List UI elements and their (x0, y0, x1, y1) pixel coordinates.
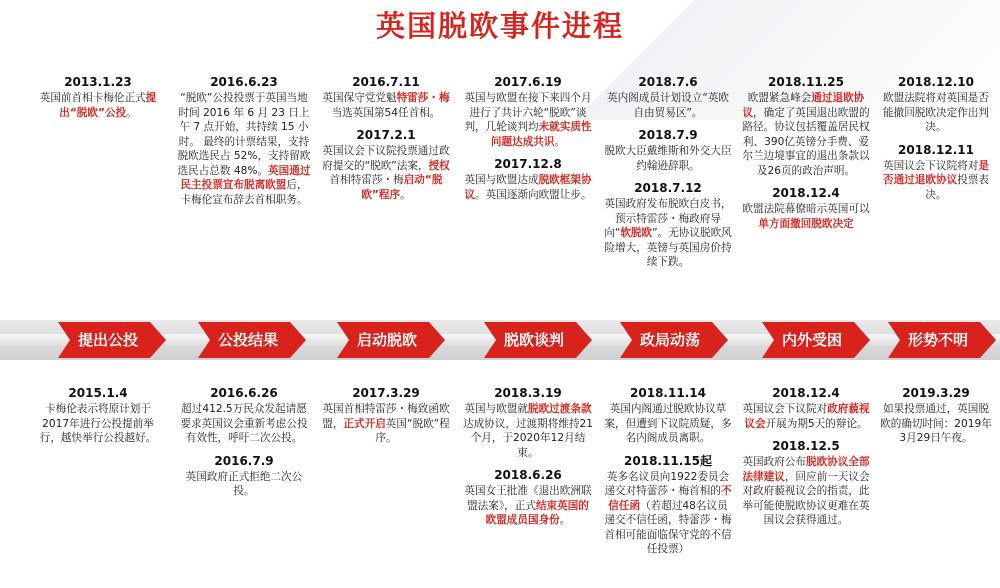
highlight-text: 软脱欧 (620, 227, 653, 239)
event-text: 当选英国第54任首相。 (331, 106, 441, 119)
stage-label: 脱欧谈判 (503, 331, 564, 349)
event-text: ”。无协议脱欧风险增大，英镑与英国房价持续下跌。 (604, 227, 732, 268)
event-description (604, 144, 732, 173)
event-date: 2015.1.4 (68, 386, 128, 400)
event-date: 2017.6.19 (494, 75, 562, 89)
stage-label: 政局动荡 (639, 331, 700, 349)
stage-chevron-1 (58, 322, 168, 358)
event-date: 2018.11.25 (768, 75, 844, 89)
event-text: “脱欧”公投投票于英国当地时间 2016 年 6 月 23 日上午 7 点开始，共持续 15 小时。 最终的计票结果，支持脱欧选民占 52%，支持留欧选民占总数 48%。 (177, 92, 311, 177)
timeline-event (604, 128, 732, 173)
event-date: 2016.7.9 (214, 453, 274, 468)
event-date: 2016.7.11 (352, 75, 420, 89)
stage-chevron-5 (620, 322, 730, 358)
event-description (463, 91, 593, 149)
stage-chevron-7 (888, 322, 998, 358)
event-text: 英多名议员向1922委员会递交对特蕾莎・梅首相的 (604, 470, 730, 497)
event-date: 2018.12.11 (898, 142, 974, 157)
event-text: 如果投票通过，英国脱欧的确切时间：2019年3月29日午夜。 (880, 403, 992, 444)
event-date: 2013.1.23 (64, 75, 132, 89)
bottom-column-6 (742, 386, 870, 536)
timeline-event (34, 386, 162, 446)
event-date: 2018.11.15起 (624, 453, 712, 468)
event-description (604, 91, 732, 120)
top-column-7 (880, 75, 992, 210)
timeline-event (34, 75, 162, 120)
stage-chevron-6 (762, 322, 872, 358)
highlight-text: 结束英国的欧盟成员国身份 (485, 499, 589, 526)
timeline-event (176, 386, 312, 446)
event-date: 2018.12.10 (898, 75, 974, 89)
event-date: 2018.12.4 (772, 386, 840, 400)
stage-label: 公投结果 (217, 331, 278, 349)
top-column-4 (463, 75, 593, 210)
stage-label: 启动脱欧 (356, 331, 417, 349)
event-date: 2018.12.5 (772, 439, 840, 453)
event-text: 欧盟法院幕僚暗示英国可以 (742, 203, 870, 215)
stage-label: 提出公投 (77, 331, 138, 349)
event-text: 英国内阁通过脱欧协议草案，但遭到下议院质疑，多名内阁成员离职。 (604, 403, 732, 444)
event-description (604, 470, 732, 557)
top-column-1 (34, 75, 162, 128)
event-text: 。 (126, 106, 137, 119)
highlight-text: 脱欧协议全部法律建议 (742, 456, 870, 483)
event-date: 2017.3.29 (352, 386, 420, 400)
bottom-column-1 (34, 386, 162, 454)
event-text: 英国与欧盟达成 (464, 174, 539, 186)
event-description (463, 484, 593, 528)
event-text: 英国女王批准《退出欧洲联盟法案》，正式 (464, 485, 592, 512)
event-date: 2018.3.19 (494, 386, 562, 400)
timeline-event (604, 181, 732, 270)
event-text: 。英国逐渐向欧盟让步。 (475, 188, 592, 201)
stage-label: 内外受困 (781, 331, 842, 349)
timeline-event (604, 75, 732, 120)
event-text: 英内阁成员计划设立“英欧自由贸易区”。 (606, 92, 730, 119)
event-text: 。 (554, 135, 566, 148)
timeline-event (463, 75, 593, 149)
event-description (604, 197, 732, 270)
bottom-column-2 (176, 386, 312, 507)
highlight-text: 正式开启 (343, 417, 386, 430)
timeline-event (322, 75, 450, 120)
top-column-5 (604, 75, 732, 278)
highlight-text: 是否通过退欧协议 (883, 159, 989, 186)
event-description (742, 202, 870, 231)
bottom-column-7 (880, 386, 992, 454)
stage-chevron-3 (337, 322, 447, 358)
timeline-event (604, 386, 732, 446)
event-text: 达成协议，过渡期将维持21个月，于2020年12月结束。 (463, 417, 594, 459)
stage-label: 形势不明 (907, 331, 968, 349)
timeline-event (463, 157, 593, 202)
event-text: 英国议会下议院将对 (883, 159, 979, 172)
event-text: 英国政府正式拒绝二次公投。 (185, 470, 303, 497)
timeline-event (463, 468, 593, 528)
event-description (322, 402, 450, 446)
highlight-text: 特雷莎・梅 (396, 92, 450, 104)
highlight-text: 不信任函 (608, 485, 732, 512)
event-date: 2018.6.26 (494, 468, 562, 482)
event-date: 2016.6.26 (210, 386, 278, 400)
event-text: 英国议会下议院对 (742, 403, 828, 415)
timeline-event (742, 386, 870, 431)
event-date: 2018.7.6 (638, 75, 698, 89)
highlight-text: 未就实质性问题达成共识 (490, 121, 592, 148)
event-text: 。 (559, 514, 571, 526)
timeline-event (322, 386, 450, 446)
bottom-column-4 (463, 386, 593, 536)
event-text: 英国前首相卡梅伦正式 (39, 92, 146, 104)
event-text: 欧盟法院将对英国是否能撤回脱欧决定作出判决。 (883, 92, 989, 133)
timeline-event (176, 75, 312, 207)
event-description (322, 91, 450, 120)
event-description (880, 402, 992, 446)
event-date: 2017.12.8 (494, 157, 562, 171)
event-text: 英国“脱欧”程序。 (375, 417, 450, 444)
event-description (176, 470, 312, 499)
page-title: 英国脱欧事件进程 (375, 9, 624, 43)
event-date: 2018.11.14 (630, 386, 706, 400)
highlight-text: 脱欧框架协议 (464, 174, 592, 201)
event-text: 英国与欧盟在接下来四个月进行了共计六轮“脱欧”谈判，几轮谈判均 (464, 92, 592, 133)
highlight-text: 英国通过民主投票宣布脱离欧盟 (180, 164, 311, 191)
timeline-event (176, 454, 312, 499)
event-description (34, 91, 162, 120)
event-date: 2018.7.9 (638, 128, 698, 142)
event-text: ，确定了英国退出欧盟的路径。协议包括覆盖居民权利、390亿英镑分手费、爱尔兰边境事宜的退出条款以及26页的政治声明。 (742, 106, 870, 177)
event-text: 首相特雷莎・梅 (329, 174, 404, 186)
timeline-event (880, 75, 992, 135)
event-date: 2019.3.29 (902, 386, 970, 400)
highlight-text: 通过退欧协议 (742, 92, 865, 119)
bottom-column-5 (604, 386, 732, 565)
top-column-2 (176, 75, 312, 215)
highlight-text: 启动“脱欧”程序 (361, 174, 443, 201)
event-description (604, 402, 732, 446)
event-date: 2017.2.1 (356, 128, 416, 142)
event-description (176, 91, 312, 207)
event-description (34, 402, 162, 446)
event-description (322, 144, 450, 202)
event-description (742, 455, 870, 528)
event-date: 2018.12.4 (772, 186, 840, 200)
highlight-text: 授权 (428, 159, 450, 172)
highlight-text: 单方面撤回脱欧决定 (758, 217, 854, 230)
event-text: 卡梅伦表示将原计划于2017年进行公投提前举行，越快举行公投越好。 (39, 403, 157, 444)
highlight-text: 提出“脱欧”公投 (59, 92, 157, 119)
event-text: 。 (400, 188, 411, 201)
event-text: 英国政府发布脱欧白皮书，预示特雷莎・梅政府导向“ (604, 198, 732, 239)
event-text: 超过412.5万民众发起请愿要求英国议会重新考虑公投有效性，呼吁二次公投。 (180, 403, 308, 444)
event-description (463, 402, 593, 460)
highlight-text: 政府藐视议会 (744, 403, 870, 430)
event-text: 欧盟紧急峰会 (747, 92, 812, 104)
event-text: 后，卡梅伦宣布辞去首相职务。 (180, 179, 308, 206)
timeline-event (322, 128, 450, 202)
event-text: 英国议会下议院投票通过政府提交的“脱欧”法案， (322, 145, 450, 172)
event-text: ，回应前一天议会对政府藐视议会的指责，此举可能使脱欧协议更难在英国议会获得通过。 (742, 470, 870, 526)
top-column-3 (322, 75, 450, 210)
event-description (463, 173, 593, 202)
event-date: 2018.7.12 (634, 181, 702, 195)
event-text: 英国与欧盟就 (464, 403, 528, 415)
bottom-column-3 (322, 386, 450, 454)
stage-chevron-2 (198, 322, 308, 358)
event-description (880, 91, 992, 135)
timeline-event (463, 386, 593, 460)
timeline-event (880, 386, 992, 446)
timeline-event (604, 454, 732, 557)
event-description (176, 402, 312, 446)
event-text: 英国保守党党魁 (322, 92, 397, 104)
top-column-6 (742, 75, 870, 239)
timeline-event (880, 143, 992, 203)
event-description (742, 402, 870, 431)
event-text: 脱欧大臣戴维斯和外交大臣约翰逊辞职。 (604, 145, 732, 172)
timeline-event (742, 439, 870, 528)
event-text: 英国首相特雷莎・梅致函欧盟， (322, 403, 450, 430)
event-text: （若超过48名议员递交不信任函，特蕾莎・梅首相可能面临保守党的不信任投票） (604, 499, 732, 555)
event-description (742, 91, 870, 178)
highlight-text: 脱欧过渡条款 (528, 403, 592, 415)
event-text: 投票表决。 (925, 174, 989, 201)
timeline-event (742, 186, 870, 231)
event-date: 2016.6.23 (210, 75, 278, 89)
event-text: 英国政府公布 (742, 456, 806, 468)
timeline-event (742, 75, 870, 178)
event-text: 开展为期5天的辩论。 (765, 417, 868, 430)
stage-chevron-4 (484, 322, 594, 358)
event-description (880, 159, 992, 203)
